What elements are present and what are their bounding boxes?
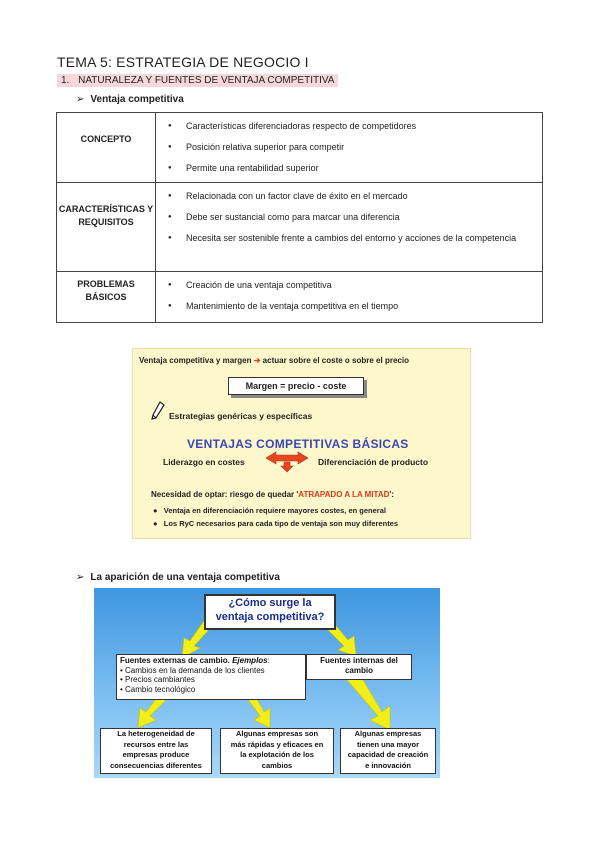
figure1-left-label: Liderazgo en costes (163, 457, 245, 467)
subheading-text: Ventaja competitiva (90, 94, 184, 105)
double-arrow-icon (266, 451, 308, 473)
row-label-line1: PROBLEMAS (77, 279, 135, 289)
row-content (156, 113, 543, 183)
internal-sources-box: Fuentes internas del cambio (306, 654, 412, 680)
row-label-line1: CARACTERÍSTICAS Y (58, 204, 154, 214)
pencil-icon (151, 401, 165, 421)
row-label (57, 272, 156, 323)
list-item: ● Creación de una ventaja competitiva (168, 275, 534, 296)
figure1-heading: VENTAJAS COMPETITIVAS BÁSICAS (187, 437, 409, 451)
list-item: ● Permite una rentabilidad superior (168, 158, 534, 179)
row-label-line2: REQUISITOS (78, 217, 134, 227)
outcome-box-1: La heterogeneidad de recursos entre las empresas produce consecuencias diferentes (100, 728, 212, 774)
row-label-line2: BÁSICOS (85, 292, 127, 302)
question-box: ¿Cómo surge la ventaja competitiva? (204, 594, 336, 630)
table-row (57, 272, 543, 323)
table-row (57, 113, 543, 183)
red-arrow-icon: ➔ (253, 356, 261, 365)
list-item: ● Ventaja en diferenciación requiere mayores costes, en general (153, 506, 386, 515)
section-title: NATURALEZA Y FUENTES DE VENTAJA COMPETITIVA (78, 75, 335, 86)
figure1-line1: Ventaja competitiva y margen ➔ actuar sobre el coste o sobre el precio (139, 356, 409, 365)
list-item: ● Debe ser sustancial como para marcar una diferencia (168, 207, 534, 228)
list-item: ● Posición relativa superior para competir (168, 137, 534, 158)
subheading-ventaja (76, 94, 184, 105)
subheading-aparicion (76, 572, 280, 583)
table-row (57, 183, 543, 272)
atrapado-text: ATRAPADO A LA MITAD (298, 490, 390, 499)
ventaja-table (56, 112, 543, 323)
section-number: 1. (61, 75, 70, 86)
row-label (57, 183, 156, 272)
arrow-bullet-icon: ➢ (76, 572, 85, 583)
outcome-box-2: Algunas empresas son más rápidas y eficaces en la explotación de los cambios (220, 728, 334, 774)
list-item: ● Características diferenciadoras respecto de competidores (168, 116, 534, 137)
list-item: ● Relacionada con un factor clave de éxito en el mercado (168, 186, 534, 207)
section-heading (57, 74, 338, 87)
row-label: CONCEPTO (57, 113, 156, 183)
subheading-text: La aparición de una ventaja competitiva (90, 572, 280, 583)
list-item: ● Necesita ser sostenible frente a cambios del entorno y acciones de la competencia (168, 228, 534, 249)
list-item: ● Los RyC necesarios para cada tipo de ventaja son muy diferentes (153, 519, 399, 528)
ventajas-basicas-figure (132, 348, 471, 539)
figure1-necesidad: Necesidad de optar: riesgo de quedar 'ATRAPADO A LA MITAD': (151, 490, 394, 499)
page-title: TEMA 5: ESTRATEGIA DE NEGOCIO I (57, 54, 309, 70)
row-content (156, 183, 543, 272)
outcome-box-3: Algunas empresas tienen una mayor capacidad de creación e innovación (340, 728, 436, 774)
external-sources-box: Fuentes externas de cambio. Ejemplos: • Cambios en la demanda de los clientes • Precios cambiantes • Cambio tecnológico (116, 654, 306, 700)
figure1-right-label: Diferenciación de producto (318, 457, 429, 467)
row-content (156, 272, 543, 323)
list-item: ● Mantenimiento de la ventaja competitiva en el tiempo (168, 296, 534, 317)
figure1-strategies: Estrategias genéricas y específicas (169, 411, 313, 421)
arrow-bullet-icon: ➢ (76, 94, 85, 105)
aparicion-figure (94, 588, 440, 778)
formula-box: Margen = precio - coste (228, 377, 364, 395)
